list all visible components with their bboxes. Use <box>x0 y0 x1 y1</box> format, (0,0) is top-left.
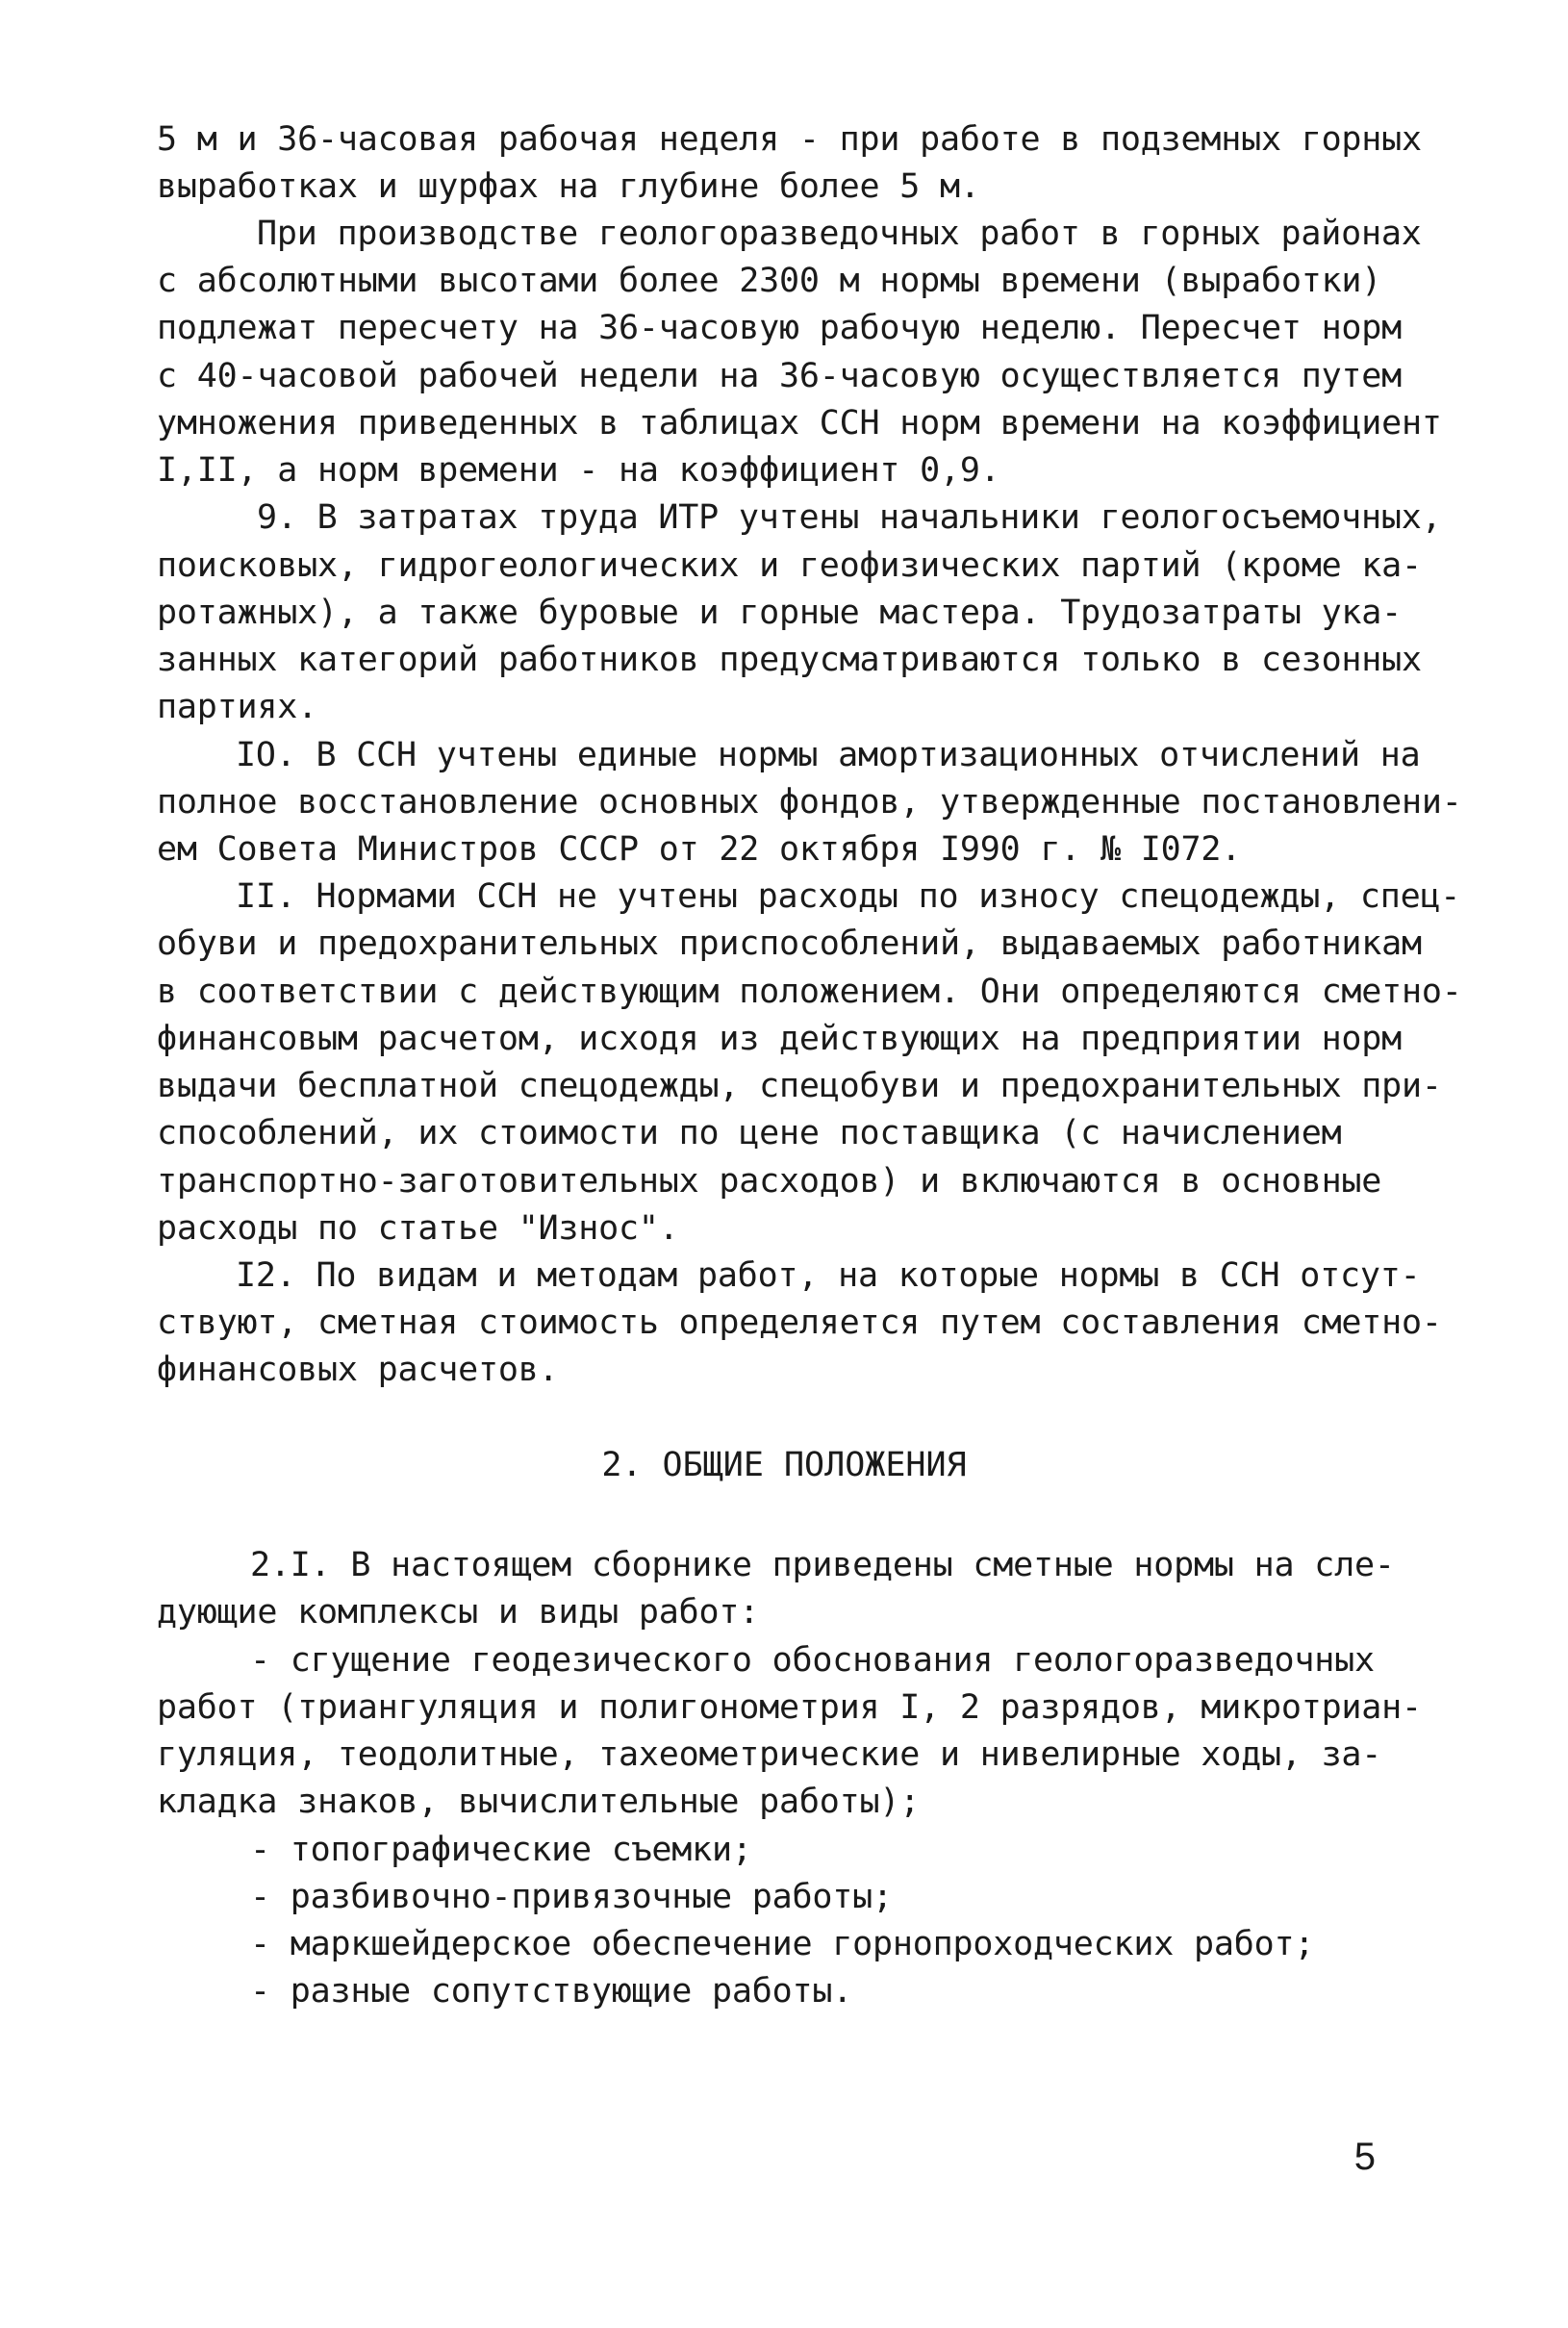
section-heading: 2. ОБЩИЕ ПОЛОЖЕНИЯ <box>601 1446 967 1484</box>
text-line: ем Совета Министров СССР от 22 октября I990 г. № I072. <box>157 830 1242 869</box>
text-line: кладка знаков, вычислительные работы); <box>157 1783 921 1821</box>
text-line: I,II, а норм времени - на коэффициент 0,9. <box>157 451 1000 490</box>
list-item: - маркшейдерское обеспечение горнопроходческих работ; <box>250 1925 1315 1963</box>
paragraph-2-1-start-line: 2.I. В настоящем сборнике приведены сметные нормы на сле- <box>250 1546 1395 1584</box>
text-line: партиях. <box>157 688 317 726</box>
text-line: занных категорий работников предусматриваются только в сезонных <box>157 641 1422 679</box>
text-line: с абсолютными высотами более 2300 м нормы времени (выработки) <box>157 262 1382 300</box>
paragraph-11-start-line: II. Нормами ССН не учтены расходы по износу спецодежды, спец- <box>236 877 1461 916</box>
text-line: финансовых расчетов. <box>157 1351 559 1389</box>
text-line: выдачи бесплатной спецодежды, спецобуви и предохранительных при- <box>157 1067 1442 1105</box>
paragraph-9-start-line: 9. В затратах труда ИТР учтены начальники геологосъемочных, <box>257 498 1442 537</box>
text-line: дующие комплексы и виды работ: <box>157 1593 760 1632</box>
text-line: умножения приведенных в таблицах ССН норм времени на коэффициент <box>157 404 1442 443</box>
text-line: транспортно-заготовительных расходов) и включаются в основные <box>157 1162 1382 1201</box>
text-line: в соответствии с действующим положением. Они определяются сметно- <box>157 973 1462 1011</box>
list-item: - сгущение геодезического обоснования геологоразведочных <box>250 1641 1375 1680</box>
paragraph-12-start-line: I2. По видам и методам работ, на которые нормы в ССН отсут- <box>236 1256 1421 1295</box>
page-number: 5 <box>1353 2136 1376 2178</box>
text-line: выработках и шурфах на глубине более 5 м. <box>157 167 980 206</box>
text-line: финансовым расчетом, исходя из действующих на предприятии норм <box>157 1020 1403 1058</box>
text-line: способлений, их стоимости по цене поставщика (с начислением <box>157 1114 1342 1152</box>
text-line: обуви и предохранительных приспособлений, выдаваемых работникам <box>157 924 1422 963</box>
text-line: подлежат пересчету на 36-часовую рабочую неделю. Пересчет норм <box>157 309 1403 347</box>
list-item: - разбивочно-привязочные работы; <box>250 1878 893 1916</box>
paragraph-10-start-line: IO. В ССН учтены единые нормы амортизационных отчислений на <box>236 736 1421 774</box>
text-line: 5 м и 36-часовая рабочая неделя - при работе в подземных горных <box>157 120 1422 159</box>
text-line: ствуют, сметная стоимость определяется путем составления сметно- <box>157 1303 1442 1342</box>
text-line: работ (триангуляция и полигонометрия I, 2 разрядов, микротриан- <box>157 1688 1422 1727</box>
text-line: расходы по статье "Износ". <box>157 1209 679 1248</box>
text-line: гуляция, теодолитные, тахеометрические и нивелирные ходы, за- <box>157 1735 1382 1774</box>
text-line: поисковых, гидрогеологических и геофизических партий (кроме ка- <box>157 546 1422 585</box>
text-line: полное восстановление основных фондов, утвержденные постановлени- <box>157 783 1462 822</box>
paragraph-start-line: При производстве геологоразведочных работ в горных районах <box>257 215 1422 253</box>
text-line: с 40-часовой рабочей недели на 36-часовую осуществляется путем <box>157 357 1403 395</box>
text-line: ротажных), а также буровые и горные мастера. Трудозатраты ука- <box>157 594 1403 632</box>
list-item: - топографические съемки; <box>250 1831 752 1869</box>
list-item: - разные сопутствующие работы. <box>250 1972 853 2011</box>
